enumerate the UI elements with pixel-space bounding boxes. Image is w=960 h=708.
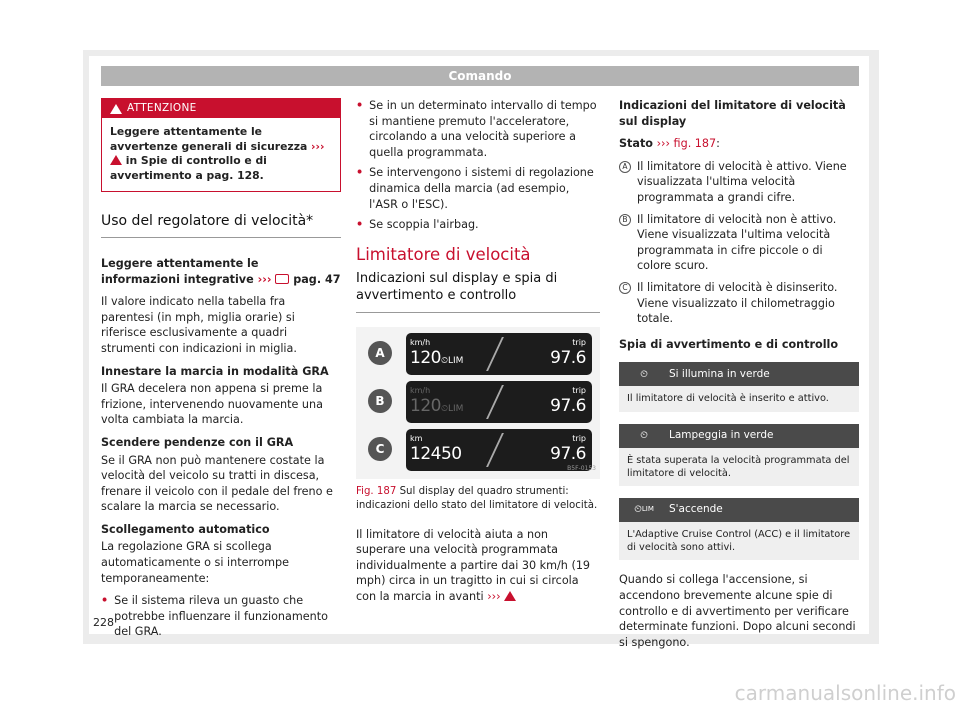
trip-readout — [550, 335, 586, 366]
status-item — [619, 212, 859, 274]
list-item — [101, 593, 341, 640]
lamp-header-text: Si illumina in verde — [669, 367, 770, 380]
limiter-paragraph-text: Il limitatore di velocità aiuta a non superare una velocità programmata individualmente a partire dai 30 km/h (19 mph) circa in un tragitto in cui si circola con la marcia in avanti — [356, 527, 591, 603]
limiter-arrows: ››› — [487, 589, 501, 603]
trip-readout — [550, 431, 586, 462]
subheading: Innestare la marcia in modalità GRA — [101, 364, 329, 378]
lamps-title: Spia di avvertimento e di controllo — [619, 337, 839, 351]
display-screen — [406, 429, 592, 471]
lamp-header-text: Lampeggia in verde — [669, 428, 774, 441]
unit-label: km/h — [410, 386, 431, 396]
display-row-b — [362, 381, 594, 423]
warning-triangle-icon — [110, 155, 122, 165]
chapter-header: Comando — [101, 66, 859, 86]
row-letter: A — [368, 341, 392, 365]
bullet-icon: • — [356, 166, 364, 180]
list-item — [356, 217, 600, 233]
warning-text-a: Leggere attentamente le avvertenze generali di sicurezza — [110, 125, 308, 153]
lamp-header — [619, 498, 859, 522]
bullet-icon: • — [356, 218, 364, 232]
warning-header — [102, 99, 340, 118]
lamp-body: È stata superata la velocità programmata del limitatore di velocità. — [619, 448, 859, 486]
lamp-body: L'Adaptive Cruise Control (ACC) e il limitatore di velocità sono attivi. — [619, 522, 859, 560]
status-letter: A — [619, 161, 631, 173]
watermark: carmanualsonline.info — [734, 681, 956, 705]
display-row-c — [362, 429, 594, 471]
stato-arrows: ››› — [656, 137, 670, 151]
status-item — [619, 159, 859, 206]
figure-187 — [356, 327, 600, 479]
acc-lim-icon: ⏲ LIM — [619, 502, 669, 518]
warning-link[interactable]: in Spie di controllo e di avvertimento a pag. 128. — [110, 154, 267, 182]
limiter-icon-text: LIM — [447, 403, 464, 414]
section-title: Uso del regolatore di velocità* — [101, 214, 341, 238]
paragraph — [356, 527, 600, 605]
display-screen — [406, 381, 592, 423]
column-right — [619, 98, 859, 657]
status-title: Indicazioni del limitatore di velocità sul display — [619, 99, 846, 128]
display-divider — [486, 433, 504, 467]
speed-value: 120 — [410, 347, 441, 368]
trip-value: 97.6 — [550, 443, 586, 464]
trip-label: trip — [572, 338, 586, 348]
list-item-text: Se il sistema rileva un guasto che potrebbe influenzare il funzionamento del GRA. — [114, 594, 328, 639]
paragraph: Il valore indicato nella tabella fra parentesi (in mph, miglia orarie) si riferisce esclusivamente a quadri strumenti con indicazioni in miglia. — [101, 295, 297, 355]
column-middle — [356, 98, 600, 612]
status-text: Il limitatore di velocità non è attivo. Viene visualizzata l'ultima velocità programmata in cifre piccole o di colore scuro. — [637, 212, 837, 273]
lamp-block — [619, 424, 859, 486]
paragraph: Quando si collega l'accensione, si accendono brevemente alcune spie di controllo e di avvertimento per verificare determinate funzioni. Dopo alcuni secondi si spengono. — [619, 573, 856, 649]
column-left — [101, 98, 341, 645]
paragraph: Se il GRA non può mantenere costate la velocità del veicolo su tratti in discesa, frenare il veicolo con il pedale del freno e scalare la marcia se necessario. — [101, 453, 333, 514]
warning-label: ATTENZIONE — [127, 101, 197, 114]
speed-limiter-icon: ⏲ — [640, 429, 648, 441]
limiter-subtitle: Indicazioni sul display e spia di avvertimento e controllo — [356, 270, 600, 313]
speed-readout — [410, 335, 463, 369]
unit-label: km — [410, 434, 423, 444]
list-item-text: Se in un determinato intervallo di tempo si mantiene premuto l'acceleratore, circolando a una velocità superiore a quella programmata. — [369, 99, 597, 159]
trip-readout — [550, 383, 586, 414]
page-number: 228 — [93, 616, 114, 629]
display-row-a — [362, 333, 594, 375]
speed-value: 120 — [410, 395, 441, 416]
acc-lim-icon-text: LIM — [641, 505, 654, 514]
status-text: Il limitatore di velocità è attivo. Viene visualizzata l'ultima velocità programmata a grandi cifre. — [637, 159, 847, 204]
status-text: Il limitatore di velocità è disinserito. Viene visualizzato il chilometraggio totale. — [637, 280, 838, 326]
trip-label: trip — [572, 434, 586, 444]
speed-limiter-icon: ⏲ — [640, 368, 648, 380]
display-divider — [486, 385, 504, 419]
figure-caption — [356, 485, 600, 512]
intro-arrows: ››› — [257, 272, 272, 286]
figure-link[interactable]: fig. 187 — [673, 137, 717, 151]
lamp-header — [619, 424, 859, 448]
lamp-header — [619, 362, 859, 386]
book-reference-icon — [275, 274, 289, 284]
intro-text-a: Leggere attentamente le informazioni integrative — [101, 256, 259, 286]
intro-text — [101, 256, 341, 287]
warning-triangle-icon — [504, 591, 516, 601]
status-item — [619, 280, 859, 327]
display-screen — [406, 333, 592, 375]
limiter-title: Limitatore di velocità — [356, 244, 531, 264]
stato-label: Stato — [619, 137, 653, 151]
lamp-body: Il limitatore di velocità è inserito e attivo. — [619, 386, 859, 411]
list-item — [356, 165, 600, 212]
paragraph: Il GRA decelera non appena si preme la frizione, intervenendo nuovamente una volta cambiata la marcia. — [101, 382, 323, 427]
status-letter: B — [619, 214, 631, 226]
trip-label: trip — [572, 386, 586, 396]
warning-box — [101, 98, 341, 192]
trip-value: 97.6 — [550, 347, 586, 368]
figure-code: B5F-0153 — [567, 464, 596, 472]
warning-triangle-icon — [110, 104, 122, 114]
trip-value: 97.6 — [550, 395, 586, 416]
lamp-block — [619, 362, 859, 411]
warning-arrows: ››› — [311, 139, 325, 153]
odometer-value: 12450 — [410, 443, 462, 464]
speed-limiter-icon: ⏲LIM — [440, 355, 464, 366]
lamp-block — [619, 498, 859, 560]
lamp-header-text: S'accende — [669, 503, 723, 516]
figure-label: Fig. 187 — [356, 486, 397, 498]
warning-text — [102, 118, 340, 191]
stato-line — [619, 136, 859, 152]
intro-page-link[interactable]: pag. 47 — [293, 272, 341, 286]
row-letter: C — [368, 437, 392, 461]
bullet-icon: • — [101, 594, 109, 608]
list-item-text: Se intervengono i sistemi di regolazione dinamica della marcia (ad esempio, l'ASR o l'ESC). — [369, 166, 594, 211]
paragraph: La regolazione GRA si scollega automaticamente o si interrompe temporaneamente: — [101, 540, 289, 585]
subheading: Scollegamento automatico — [101, 522, 270, 536]
unit-label: km/h — [410, 338, 431, 348]
stato-colon: : — [716, 137, 720, 151]
display-divider — [486, 337, 504, 371]
limiter-icon-text: LIM — [447, 355, 464, 366]
bullet-icon: • — [356, 99, 364, 112]
row-letter: B — [368, 389, 392, 413]
status-letter: C — [619, 282, 631, 294]
list-item-text: Se scoppia l'airbag. — [369, 218, 479, 232]
speed-readout — [410, 383, 463, 417]
odometer-readout — [410, 431, 462, 462]
subheading: Scendere pendenze con il GRA — [101, 435, 294, 449]
figure-caption-text: Sul display del quadro strumenti: indicazioni dello stato del limitatore di velocità. — [356, 486, 598, 511]
speed-limiter-icon: ⏲LIM — [440, 403, 464, 414]
list-item — [356, 98, 600, 160]
